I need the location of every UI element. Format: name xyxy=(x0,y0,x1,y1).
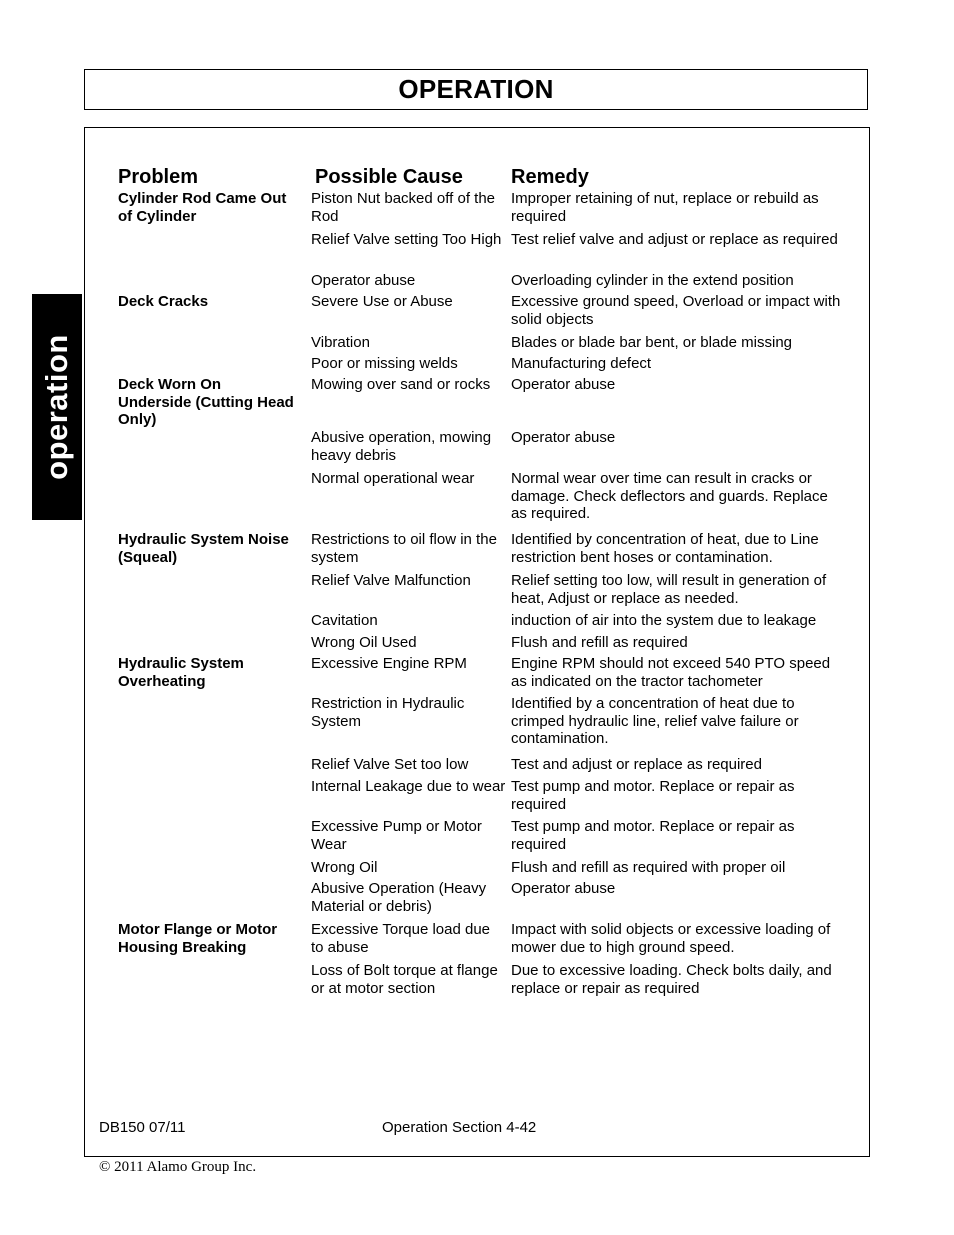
row-cause: Abusive Operation (Heavy Material or debris) xyxy=(311,880,487,915)
row-cause: Restriction in Hydraulic System xyxy=(311,695,465,730)
row-remedy: Flush and refill as required with proper oil xyxy=(511,859,786,876)
row-remedy: Engine RPM should not exceed 540 PTO speed as indicated on the tractor tachometer xyxy=(511,655,831,690)
row-cause: Abusive operation, mowing heavy debris xyxy=(311,429,492,464)
row-cause: Restrictions to oil flow in the system xyxy=(311,531,497,566)
row-cause: Loss of Bolt torque at flange or at motor section xyxy=(311,962,498,997)
row-cause: Cavitation xyxy=(311,612,378,629)
row-remedy: Test pump and motor. Replace or repair as required xyxy=(511,778,795,813)
row-cause: Excessive Pump or Motor Wear xyxy=(311,818,482,853)
row-remedy: Operator abuse xyxy=(511,376,616,393)
row-remedy: Blades or blade bar bent, or blade missing xyxy=(511,334,793,351)
row-remedy: Operator abuse xyxy=(511,880,616,897)
column-header-problem: Problem xyxy=(118,166,199,188)
row-problem: Deck Worn On Underside (Cutting Head Only) xyxy=(118,376,294,428)
row-remedy: Test and adjust or replace as required xyxy=(511,756,762,773)
row-cause: Excessive Engine RPM xyxy=(311,655,467,672)
side-tab-label: operation xyxy=(39,334,74,480)
row-remedy: Test pump and motor. Replace or repair as required xyxy=(511,818,795,853)
row-cause: Wrong Oil Used xyxy=(311,634,417,651)
row-cause: Normal operational wear xyxy=(311,470,475,487)
section-side-tab xyxy=(32,294,82,520)
footer-doc-id: DB150 07/11 xyxy=(99,1119,186,1136)
row-cause: Relief Valve Malfunction xyxy=(311,572,471,589)
row-remedy: Excessive ground speed, Overload or impact with solid objects xyxy=(511,293,841,328)
row-cause: Vibration xyxy=(311,334,370,351)
page-title: OPERATION xyxy=(84,69,868,110)
row-remedy: induction of air into the system due to leakage xyxy=(511,612,817,629)
row-cause: Wrong Oil xyxy=(311,859,378,876)
copyright: © 2011 Alamo Group Inc. xyxy=(99,1159,257,1175)
row-remedy: Impact with solid objects or excessive loading of mower due to high ground speed. xyxy=(511,921,831,956)
row-problem: Hydraulic System Overheating xyxy=(118,655,244,690)
column-header-remedy: Remedy xyxy=(511,166,589,188)
row-problem: Motor Flange or Motor Housing Breaking xyxy=(118,921,278,956)
row-cause: Relief Valve Set too low xyxy=(311,756,469,773)
row-remedy: Operator abuse xyxy=(511,429,616,446)
row-cause: Operator abuse xyxy=(311,272,416,289)
row-remedy: Relief setting too low, will result in generation of heat, Adjust or replace as needed. xyxy=(511,572,827,607)
row-cause: Internal Leakage due to wear xyxy=(311,778,506,795)
row-problem: Hydraulic System Noise (Squeal) xyxy=(118,531,289,566)
row-cause: Relief Valve setting Too High xyxy=(311,231,502,248)
row-cause: Piston Nut backed off of the Rod xyxy=(311,190,496,225)
row-remedy: Flush and refill as required xyxy=(511,634,688,651)
row-cause: Excessive Torque load due to abuse xyxy=(311,921,491,956)
row-problem: Cylinder Rod Came Out of Cylinder xyxy=(118,190,287,225)
row-remedy: Identified by a concentration of heat due to crimped hydraulic line, relief valve failure or contamination. xyxy=(511,695,799,747)
row-remedy: Manufacturing defect xyxy=(511,355,652,372)
row-remedy: Improper retaining of nut, replace or rebuild as required xyxy=(511,190,819,225)
row-remedy: Overloading cylinder in the extend position xyxy=(511,272,794,289)
row-remedy: Normal wear over time can result in cracks or damage. Check deflectors and guards. Replace as required. xyxy=(511,470,828,522)
row-cause: Poor or missing welds xyxy=(311,355,458,372)
footer-section: Operation Section 4-42 xyxy=(382,1119,537,1136)
row-remedy: Identified by concentration of heat, due to Line restriction bent hoses or contamination. xyxy=(511,531,819,566)
row-remedy: Test relief valve and adjust or replace as required xyxy=(511,231,838,248)
row-cause: Severe Use or Abuse xyxy=(311,293,453,310)
column-header-cause: Possible Cause xyxy=(315,166,463,188)
row-remedy: Due to excessive loading. Check bolts daily, and replace or repair as required xyxy=(511,962,832,997)
row-cause: Mowing over sand or rocks xyxy=(311,376,491,393)
row-problem: Deck Cracks xyxy=(118,293,209,310)
